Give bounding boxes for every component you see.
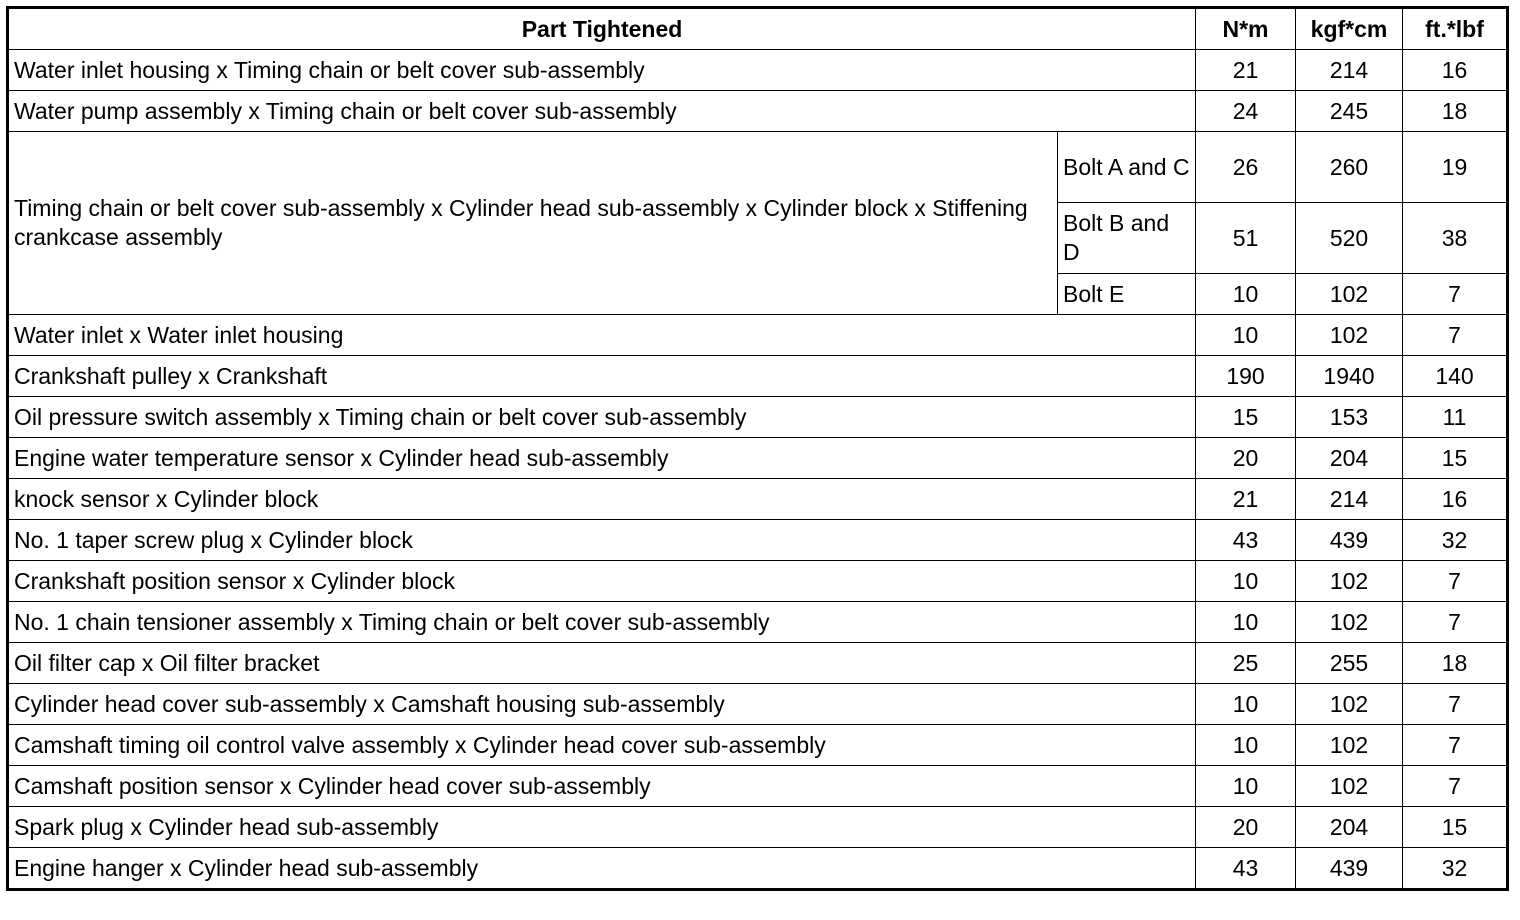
table-row — [8, 766, 1508, 807]
table-header-row — [8, 8, 1508, 50]
ft-cell: 7 — [1403, 602, 1508, 643]
kgf-cell: 520 — [1296, 203, 1403, 274]
table-row — [8, 397, 1508, 438]
table-row — [8, 684, 1508, 725]
table-row — [8, 479, 1508, 520]
part-cell: Water pump assembly x Timing chain or belt cover sub-assembly — [8, 91, 1196, 132]
bolt-cell: Bolt E — [1058, 274, 1196, 315]
nm-cell: 10 — [1196, 766, 1296, 807]
kgf-cell: 214 — [1296, 479, 1403, 520]
bolt-cell: Bolt B and D — [1058, 203, 1196, 274]
kgf-cell: 260 — [1296, 132, 1403, 203]
part-cell: No. 1 taper screw plug x Cylinder block — [8, 520, 1196, 561]
ft-cell: 15 — [1403, 807, 1508, 848]
nm-cell: 26 — [1196, 132, 1296, 203]
nm-cell: 10 — [1196, 561, 1296, 602]
header-kgf-cm: kgf*cm — [1296, 8, 1403, 50]
table-row — [8, 807, 1508, 848]
part-cell: Water inlet housing x Timing chain or belt cover sub-assembly — [8, 50, 1196, 91]
nm-cell: 10 — [1196, 725, 1296, 766]
nm-cell: 190 — [1196, 356, 1296, 397]
kgf-cell: 102 — [1296, 766, 1403, 807]
ft-cell: 11 — [1403, 397, 1508, 438]
table-row — [8, 602, 1508, 643]
ft-cell: 16 — [1403, 50, 1508, 91]
ft-cell: 32 — [1403, 520, 1508, 561]
table-row — [8, 561, 1508, 602]
part-cell: Water inlet x Water inlet housing — [8, 315, 1196, 356]
table-row-group — [8, 132, 1508, 203]
ft-cell: 7 — [1403, 684, 1508, 725]
ft-cell: 18 — [1403, 643, 1508, 684]
kgf-cell: 255 — [1296, 643, 1403, 684]
part-cell: Camshaft position sensor x Cylinder head cover sub-assembly — [8, 766, 1196, 807]
kgf-cell: 102 — [1296, 274, 1403, 315]
part-cell: Crankshaft pulley x Crankshaft — [8, 356, 1196, 397]
part-cell: Cylinder head cover sub-assembly x Camshaft housing sub-assembly — [8, 684, 1196, 725]
kgf-cell: 245 — [1296, 91, 1403, 132]
kgf-cell: 204 — [1296, 807, 1403, 848]
kgf-cell: 439 — [1296, 520, 1403, 561]
ft-cell: 7 — [1403, 315, 1508, 356]
ft-cell: 16 — [1403, 479, 1508, 520]
table-row — [8, 848, 1508, 890]
ft-cell: 7 — [1403, 766, 1508, 807]
part-cell: Spark plug x Cylinder head sub-assembly — [8, 807, 1196, 848]
table-body-rest — [8, 315, 1508, 890]
ft-cell: 7 — [1403, 561, 1508, 602]
table-row — [8, 315, 1508, 356]
nm-cell: 21 — [1196, 479, 1296, 520]
nm-cell: 43 — [1196, 848, 1296, 890]
nm-cell: 24 — [1196, 91, 1296, 132]
nm-cell: 15 — [1196, 397, 1296, 438]
torque-spec-table — [6, 6, 1509, 891]
kgf-cell: 102 — [1296, 684, 1403, 725]
ft-cell: 140 — [1403, 356, 1508, 397]
ft-cell: 38 — [1403, 203, 1508, 274]
part-cell: Oil filter cap x Oil filter bracket — [8, 643, 1196, 684]
nm-cell: 21 — [1196, 50, 1296, 91]
nm-cell: 10 — [1196, 684, 1296, 725]
part-cell: Crankshaft position sensor x Cylinder block — [8, 561, 1196, 602]
kgf-cell: 214 — [1296, 50, 1403, 91]
nm-cell: 20 — [1196, 807, 1296, 848]
table-row — [8, 438, 1508, 479]
header-ft-lbf: ft.*lbf — [1403, 8, 1508, 50]
part-cell: Oil pressure switch assembly x Timing chain or belt cover sub-assembly — [8, 397, 1196, 438]
table-row — [8, 725, 1508, 766]
header-part-tightened: Part Tightened — [8, 8, 1196, 50]
kgf-cell: 439 — [1296, 848, 1403, 890]
kgf-cell: 204 — [1296, 438, 1403, 479]
kgf-cell: 102 — [1296, 561, 1403, 602]
nm-cell: 43 — [1196, 520, 1296, 561]
part-cell: knock sensor x Cylinder block — [8, 479, 1196, 520]
part-cell: Camshaft timing oil control valve assembly x Cylinder head cover sub-assembly — [8, 725, 1196, 766]
ft-cell: 15 — [1403, 438, 1508, 479]
kgf-cell: 102 — [1296, 725, 1403, 766]
table-row — [8, 643, 1508, 684]
kgf-cell: 1940 — [1296, 356, 1403, 397]
ft-cell: 18 — [1403, 91, 1508, 132]
ft-cell: 19 — [1403, 132, 1508, 203]
kgf-cell: 102 — [1296, 315, 1403, 356]
nm-cell: 25 — [1196, 643, 1296, 684]
nm-cell: 51 — [1196, 203, 1296, 274]
header-nm: N*m — [1196, 8, 1296, 50]
table-row — [8, 91, 1508, 132]
group-part-cell: Timing chain or belt cover sub-assembly x Cylinder head sub-assembly x Cylinder block x Stiffening crankcase assembly — [8, 132, 1058, 315]
table-row — [8, 520, 1508, 561]
nm-cell: 10 — [1196, 315, 1296, 356]
nm-cell: 10 — [1196, 602, 1296, 643]
ft-cell: 7 — [1403, 725, 1508, 766]
ft-cell: 7 — [1403, 274, 1508, 315]
ft-cell: 32 — [1403, 848, 1508, 890]
table-row — [8, 356, 1508, 397]
nm-cell: 20 — [1196, 438, 1296, 479]
bolt-cell: Bolt A and C — [1058, 132, 1196, 203]
kgf-cell: 102 — [1296, 602, 1403, 643]
kgf-cell: 153 — [1296, 397, 1403, 438]
part-cell: Engine water temperature sensor x Cylinder head sub-assembly — [8, 438, 1196, 479]
part-cell: Engine hanger x Cylinder head sub-assembly — [8, 848, 1196, 890]
table-row — [8, 50, 1508, 91]
part-cell: No. 1 chain tensioner assembly x Timing chain or belt cover sub-assembly — [8, 602, 1196, 643]
nm-cell: 10 — [1196, 274, 1296, 315]
